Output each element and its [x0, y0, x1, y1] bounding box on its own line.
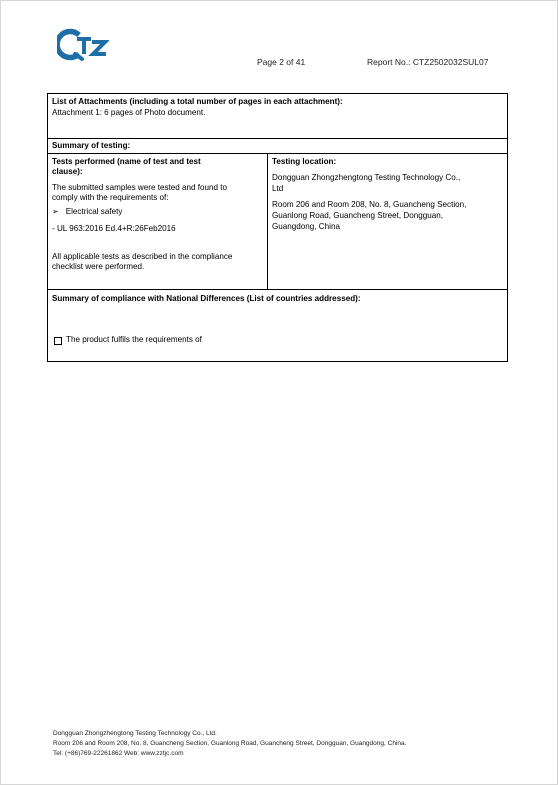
ctz-logo [57, 27, 109, 61]
location-line: Dongguan Zhongzhengtong Testing Technology Co., [272, 173, 461, 182]
testing-location-heading: Testing location: [272, 157, 337, 166]
footer-company: Dongguan Zhongzhengtong Testing Technology Co., Ltd. [53, 730, 217, 737]
table-divider [48, 153, 507, 154]
report-number: Report No.: CTZ2502032SUL07 [367, 57, 489, 67]
table-divider [48, 138, 507, 139]
location-line: Ltd [272, 184, 284, 193]
bullet-item-label: Electrical safety [65, 207, 123, 216]
column-divider [267, 153, 268, 289]
bullet-item [52, 207, 122, 218]
attachments-heading: List of Attachments (including a total number of pages in each attachment): [52, 97, 343, 106]
tests-text: The submitted samples were tested and found to [52, 183, 228, 192]
tests-performed-heading: Tests performed (name of test and test [52, 157, 201, 166]
page-number: Page 2 of 41 [257, 57, 306, 67]
footer-address: Room 206 and Room 208, No. 8, Guancheng Section, Guanlong Road, Guancheng Street, Dongguan, Guangdong, China. [53, 739, 407, 747]
location-line: Guanlong Road, Guancheng Street, Dongguan, [272, 211, 443, 220]
applicable-tests-text-cont: checklist were performed. [52, 262, 145, 271]
product-fulfils-checkbox[interactable] [54, 337, 62, 345]
tests-performed-heading-cont: clause): [52, 167, 83, 176]
footer-contact: Tel: (+86)769-22261862 Web: www.zztjc.com [53, 749, 184, 757]
attachments-text: Attachment 1: 6 pages of Photo document. [52, 108, 206, 117]
summary-table [47, 93, 508, 362]
summary-testing-heading: Summary of testing: [52, 141, 131, 150]
checkbox-label: The product fulfils the requirements of [66, 335, 202, 344]
location-line: Room 206 and Room 208, No. 8, Guancheng Section, [272, 200, 467, 209]
applicable-tests-text: All applicable tests as described in the compliance [52, 252, 233, 261]
tests-text-cont: comply with the requirements of: [52, 193, 169, 202]
arrow-bullet-icon: ➢ [52, 207, 59, 216]
footer [53, 729, 406, 758]
location-line: Guangdong, China [272, 222, 340, 231]
table-divider [48, 289, 507, 290]
standard-text: - UL 963:2016 Ed.4+R:26Feb2016 [52, 224, 176, 233]
national-differences-heading: Summary of compliance with National Differences (List of countries addressed): [52, 294, 361, 303]
